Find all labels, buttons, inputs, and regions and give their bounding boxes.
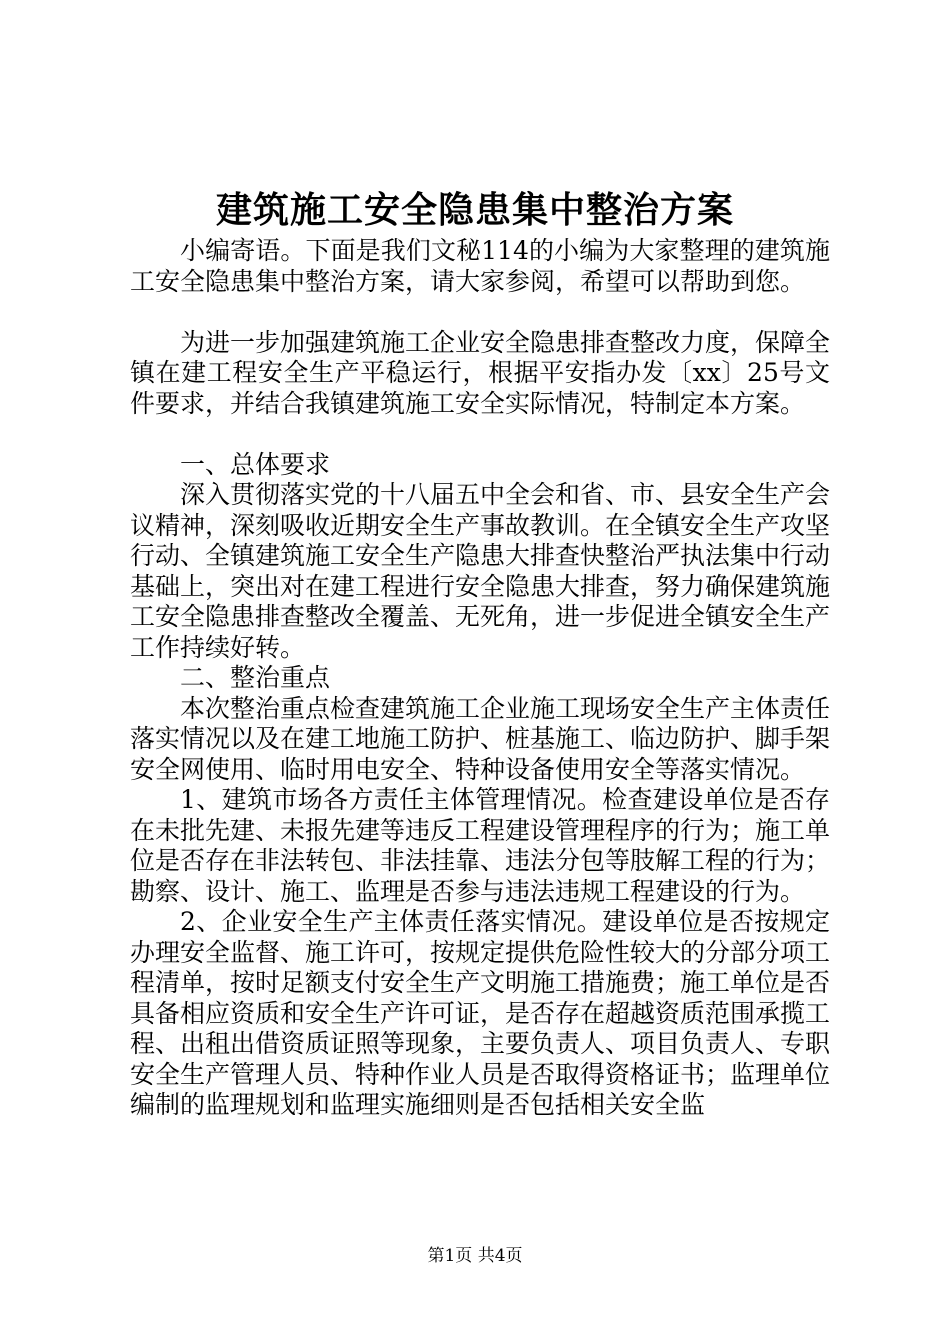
item-2-paragraph: 2、企业安全生产主体责任落实情况。建设单位是否按规定办理安全监督、施工许可，按规定提供危险性较大的分部分项工程清单，按时足额支付安全生产文明施工措施费；施工单位是否具备相应资质和安全生产许可证，是否存在超越资质范围承揽工程、出租出借资质证照等现象，主要负责人、项目负责人、专职安全生产管理人员、特种作业人员是否取得资格证书；监理单位编制的监理规划和监理实施细则是否包括相关安全监 bbox=[130, 907, 831, 1119]
document-body bbox=[130, 236, 830, 1121]
item-1-paragraph: 1、建筑市场各方责任主体管理情况。检查建设单位是否存在未批先建、未报先建等违反工程建设管理程序的行为；施工单位是否存在非法转包、非法挂靠、违法分包等肢解工程的行为；勘察、设计、施工、监理是否参与违法违规工程建设的行为。 bbox=[130, 785, 831, 906]
document-title: 建筑施工安全隐患集中整治方案 bbox=[215, 189, 734, 231]
general-requirements-paragraph: 深入贯彻落实党的十八届五中全会和省、市、县安全生产会议精神，深刻吸收近期安全生产事故教训。在全镇安全生产攻坚行动、全镇建筑施工安全生产隐患大排查快整治严执法集中行动基础上，突出对在建工程进行安全隐患大排查，努力确保建筑施工安全隐患排查整改全覆盖、无死角，进一步促进全镇安全生产工作持续好转。 bbox=[130, 480, 831, 662]
section-heading-key-points: 二、整治重点 bbox=[180, 663, 331, 692]
key-points-paragraph: 本次整治重点检查建筑施工企业施工现场安全生产主体责任落实情况以及在建工地施工防护、桩基施工、临边防护、脚手架安全网使用、临时用电安全、特种设备使用安全等落实情况。 bbox=[130, 693, 831, 784]
section-heading-general-requirements: 一、总体要求 bbox=[180, 449, 331, 479]
purpose-paragraph: 为进一步加强建筑施工企业安全隐患排查整改力度，保障全镇在建工程安全生产平稳运行，根据平安指办发〔xx〕25号文件要求，并结合我镇建筑施工安全实际情况，特制定本方案。 bbox=[130, 327, 831, 418]
intro-paragraph: 小编寄语。下面是我们文秘114的小编为大家整理的建筑施工安全隐患集中整治方案，请大家参阅，希望可以帮助到您。 bbox=[130, 236, 830, 296]
page-footer: 第1页 共4页 bbox=[427, 1246, 523, 1266]
